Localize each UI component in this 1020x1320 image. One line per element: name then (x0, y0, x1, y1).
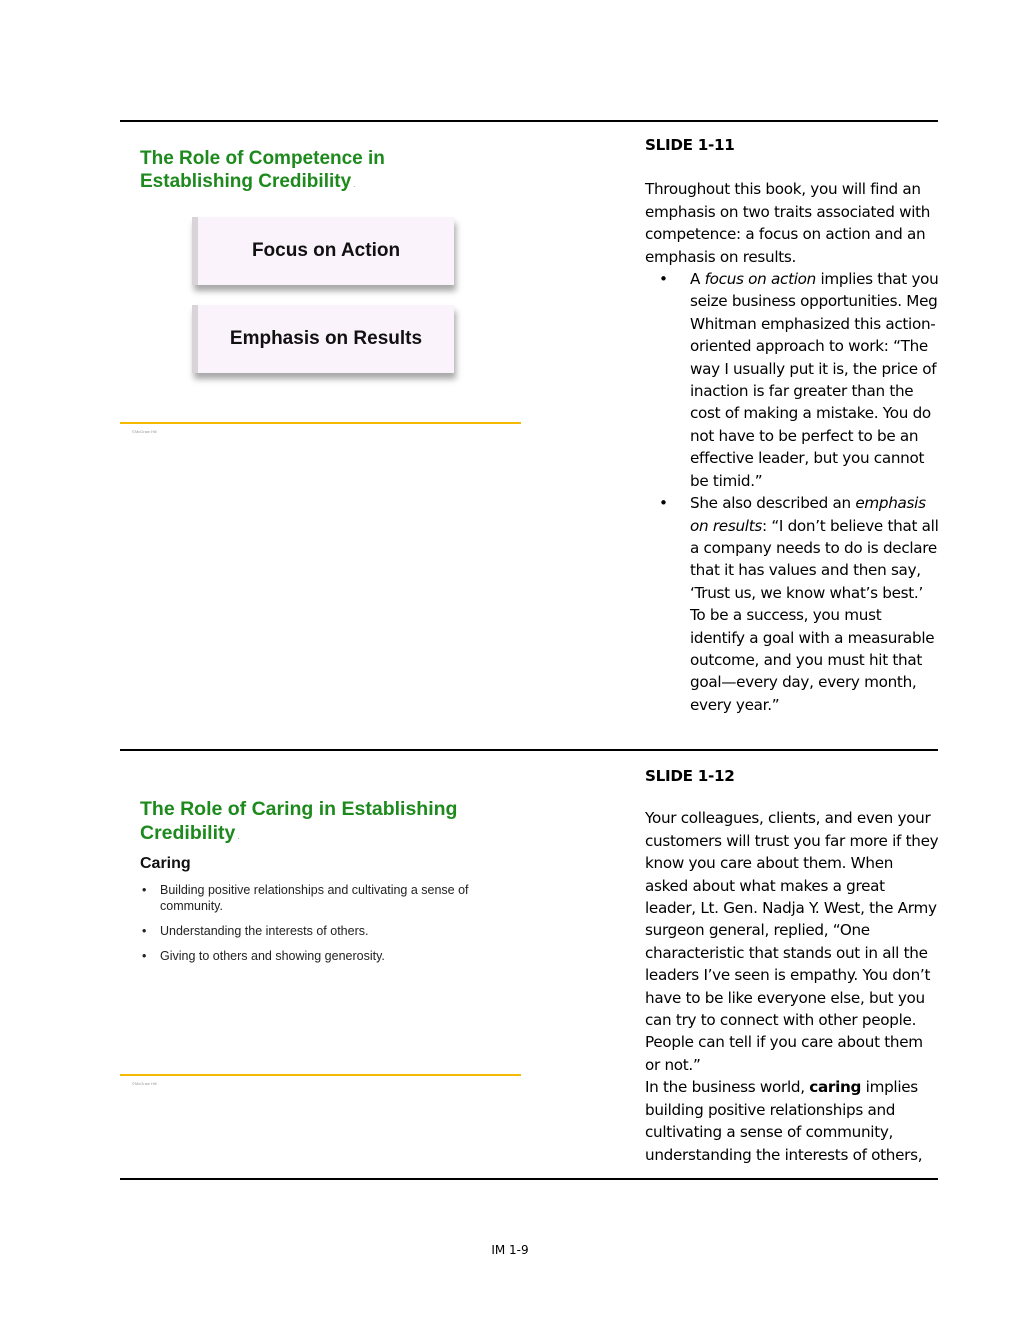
middle-rule (120, 749, 938, 751)
caring-subheading: Caring (140, 855, 191, 872)
slide-12-copyright: ©McGraw Hill (132, 1081, 157, 1086)
bullet1-emphasis: focus on action (704, 270, 816, 289)
slide-11-title-line1: The Role of Competence in (140, 148, 385, 169)
list-item (140, 923, 510, 939)
top-rule (120, 120, 938, 122)
bullet2-text-b: : “I don’t believe that all a company needs to do is declare that it has values and then say, ‘Trust us, we know what’s best.’ To be a success, you must identify a goal with a measurable outcome, and you must hit that goal—every day, every month, every year.” (690, 516, 939, 714)
slide-11-title: The Role of Competence in Establishing Credibility . (140, 147, 500, 196)
slide-12-notes (645, 765, 940, 1166)
slide-11-intro: Throughout this book, you will find an emphasis on two traits associated with competence: a focus on action and an emphasis on results. (645, 180, 931, 266)
bullet1-text-a: A (690, 270, 705, 289)
slide-12-title-line2: Credibility (140, 822, 236, 844)
para2-strong: caring (809, 1078, 862, 1097)
page-number: IM 1-9 (491, 1243, 529, 1257)
list-item (140, 882, 510, 914)
bullet-icon: • (659, 270, 668, 289)
slide-11-copyright: ©McGraw Hill (132, 429, 157, 434)
para2-text-b: implies building positive relationships and cultivating a sense of community, understanding the interests of others, (645, 1078, 923, 1164)
slide-11-bullets (645, 268, 940, 716)
focus-on-action-box: Focus on Action (192, 217, 454, 285)
bullet-icon: • (142, 949, 147, 963)
caring-bullet-text: Building positive relationships and cultivating a sense of community. (160, 883, 469, 913)
slide-12-footer-line (120, 1074, 521, 1076)
bullet1-text-b: implies that you seize business opportunities. Meg Whitman emphasized this action-oriented approach to work: “The way I usually put it is, the price of inaction is far greater than the cost of making a mistake. You do not have to be perfect to be an effective leader, but you cannot be timid.” (690, 270, 939, 490)
bottom-rule (120, 1178, 938, 1180)
caring-bullet-text: Understanding the interests of others. (160, 924, 369, 938)
bullet-icon: • (142, 883, 147, 897)
list-item (140, 948, 510, 964)
caring-bullet-text: Giving to others and showing generosity. (160, 949, 385, 963)
bullet-icon: • (142, 924, 147, 938)
slide-12-para1: Your colleagues, clients, and even your customers will trust you far more if they know you care about them. When asked about what makes a great leader, Lt. Gen. Nadja Y. West, the Army surgeon general, replied, “One characteristic that stands out in all the leaders I’ve seen is empathy. You don’t have to be like everyone else, but you can try to connect with other people. People can tell if you care about them or not.” (645, 809, 939, 1074)
list-item (645, 492, 940, 716)
bullet-icon: • (659, 494, 668, 513)
slide-12-title-line1: The Role of Caring in Establishing (140, 798, 458, 820)
slide-11-heading: SLIDE 1-11 (645, 136, 735, 154)
slide-12-para2 (645, 1076, 940, 1166)
slide-12-heading: SLIDE 1-12 (645, 767, 735, 785)
slide-11-footer-line (120, 422, 521, 424)
slide-12-title: The Role of Caring in Establishing Credibility . (140, 797, 520, 849)
para2-text-a: In the business world, (645, 1078, 810, 1097)
emphasis-on-results-box: Emphasis on Results (192, 305, 454, 373)
slide-11-notes (645, 134, 940, 716)
slide-11-title-line2: Establishing Credibility (140, 171, 352, 192)
list-item (645, 268, 940, 492)
bullet2-text-a: She also described an (690, 494, 856, 513)
caring-bullets (140, 882, 510, 973)
bullet2-emphasis: emphasis on results (690, 494, 926, 535)
